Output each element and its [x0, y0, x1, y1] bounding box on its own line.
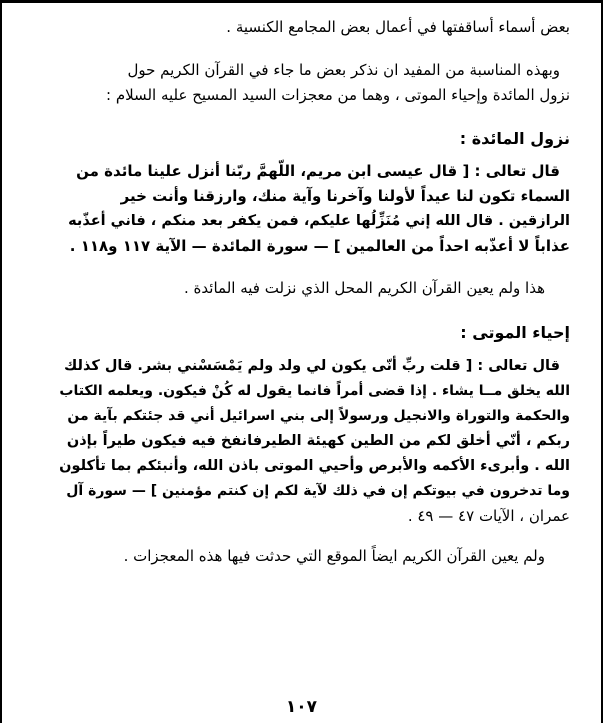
section-note: ولم يعين القرآن الكريم ايضاً الموقع التي حدثت فيها هذه المعجزات . [123, 547, 545, 565]
section-note: هذا ولم يعين القرآن الكريم المحل الذي نزلت فيه المائدة . [184, 279, 545, 297]
quran-quote-line: قال تعالى : [ قال عيسى ابن مريم، اللّهمَّ ربّنا أنزل علينا مائدة من [76, 162, 560, 180]
quran-quote-line: السماء تكون لنا عيداً لأولنا وآخرنا وآية منك، وارزقنا وأنت خير [120, 187, 570, 205]
quran-quote-line: وما تدخرون في بيوتكم إن في ذلك لآية لكم إن كنتم مؤمنين ] — سورة آل [66, 483, 570, 499]
quran-quote-line: الرازقين . قال الله إني مُنَزِّلُها عليكم، فمن يكفر بعد منكم ، فاني أعذّبه [68, 213, 570, 229]
intro-paragraph-line: نزول المائدة وإحياء الموتى ، وهما من معجزات السيد المسيح عليه السلام : [106, 86, 570, 104]
quran-quote-line: والحكمة والتوراة والانجيل ورسولاً إلى بني اسرائيل أني قد جئتكم بآية من [67, 408, 570, 424]
intro-paragraph-line: وبهذه المناسبة من المفيد ان نذكر بعض ما جاء في القرآن الكريم حول [127, 61, 560, 79]
page-frame-left [0, 0, 2, 723]
paragraph-continuation: بعض أسماء أساقفتها في أعمال بعض المجامع الكنسية . [226, 18, 570, 36]
quran-quote-line: قال تعالى : [ قلت ربِّ أنّى يكون لي ولد ولم يَمْسَسْني بشر. قال كذلك [64, 358, 560, 374]
quran-quote-line: الله . وأبرىء الأكمه والأبرص وأحيي الموتى باذن الله، وأنبئكم بما تأكلون [59, 458, 570, 474]
page-frame-top [0, 0, 603, 3]
quran-quote-line: عذاباً لا أعذّبه احداً من العالمين ] — سورة المائدة — الآية ١١٧ و١١٨ . [69, 237, 570, 255]
quran-quote-line: عمران ، الآيات ٤٧ — ٤٩ . [407, 507, 570, 525]
section-heading-maida: نزول المائدة : [459, 129, 570, 148]
quran-quote-line: ربكم ، أنّي أخلق لكم من الطين كهيئة الطيرفانفخ فيه فيكون طيراً بإذن [66, 433, 570, 449]
quran-quote-line: الله يخلق مــا يشاء . إذا قضى أمراً فانما يقول له كُنْ فيكون. ويعلمه الكتاب [59, 383, 570, 399]
page-number: ١٠٧ [285, 697, 318, 717]
document-page [55, 6, 570, 706]
section-heading-ihya: إحياء الموتى : [460, 323, 570, 342]
